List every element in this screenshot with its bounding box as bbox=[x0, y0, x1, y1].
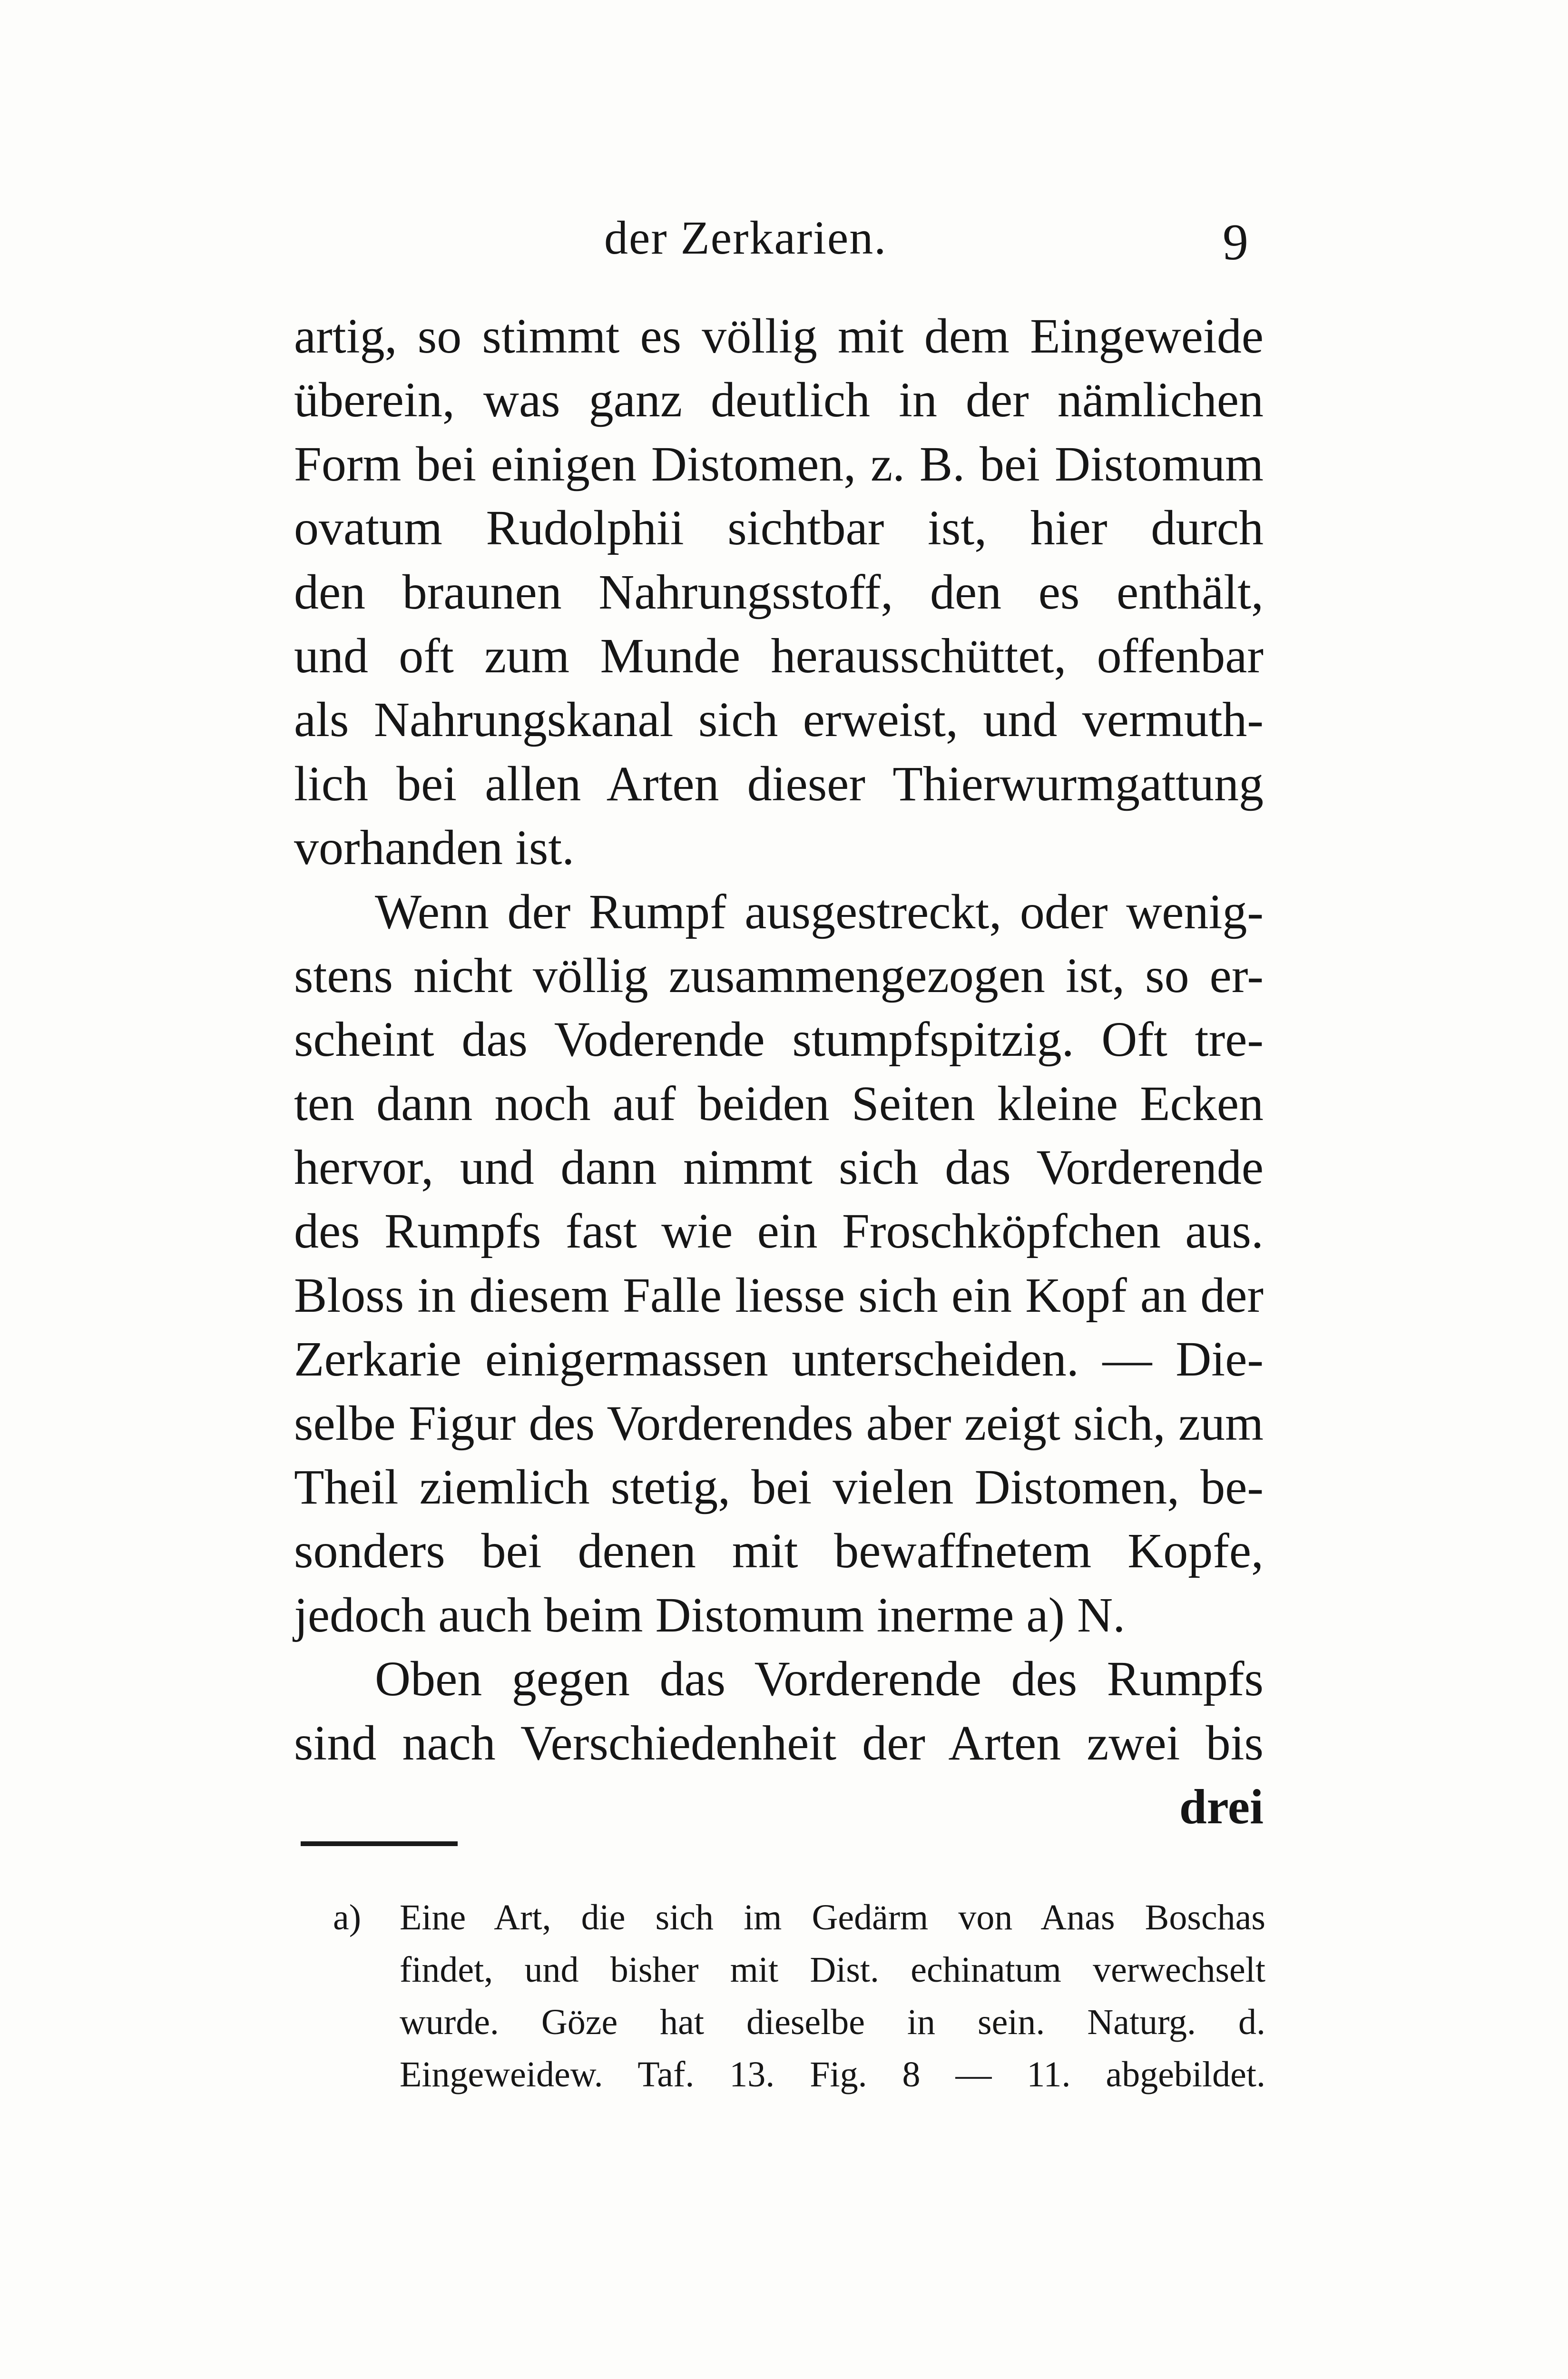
footnote bbox=[333, 1891, 1265, 2101]
text-line: als Nahrungskanal sich erweist, und vermuth- bbox=[294, 692, 1264, 747]
text-line: überein, was ganz deutlich in der nämlichen bbox=[294, 373, 1264, 428]
body-text bbox=[294, 305, 1264, 1839]
footnote-line: Eingeweidew. Taf. 13. Fig. 8 — 11. abgebildet. bbox=[400, 2055, 1265, 2094]
footnote-text: Eine Art, die sich im Gedärm von Anas Boschas bbox=[400, 1897, 1265, 1937]
text-line: ovatum Rudolphii sichtbar ist, hier durch bbox=[294, 501, 1264, 556]
text-line: Form bei einigen Distomen, z. B. bei Distomum bbox=[294, 436, 1264, 492]
footnote-rule bbox=[301, 1841, 458, 1846]
text-line: hervor, und dann nimmt sich das Vorderende bbox=[294, 1140, 1264, 1195]
page-number: 9 bbox=[1223, 214, 1248, 271]
text-line: selbe Figur des Vorderendes aber zeigt sich, zum bbox=[294, 1396, 1264, 1451]
text-line: des Rumpfs fast wie ein Froschköpfchen aus. bbox=[294, 1204, 1264, 1259]
page-header bbox=[0, 209, 1568, 271]
text-line: sind nach Verschiedenheit der Arten zwei bis bbox=[294, 1715, 1264, 1770]
text-line: stens nicht völlig zusammengezogen ist, so er- bbox=[294, 948, 1264, 1003]
footnote-line: findet, und bisher mit Dist. echinatum verwechselt bbox=[400, 1950, 1265, 1990]
text-line: Bloss in diesem Falle liesse sich ein Kopf an der bbox=[294, 1268, 1264, 1323]
paragraph-end-line: jedoch auch beim Distomum inerme a) N. bbox=[294, 1587, 1126, 1642]
text-line: Zerkarie einigermassen unterscheiden. — Die- bbox=[294, 1332, 1264, 1387]
text-line: ten dann noch auf beiden Seiten kleine Ecken bbox=[294, 1076, 1264, 1131]
text-line: den braunen Nahrungsstoff, den es enthält, bbox=[294, 564, 1264, 619]
text-line: artig, so stimmt es völlig mit dem Eingeweide bbox=[294, 309, 1264, 364]
text-line: scheint das Voderende stumpfspitzig. Oft tre- bbox=[294, 1012, 1264, 1067]
text-line: Theil ziemlich stetig, bei vielen Distomen, be- bbox=[294, 1460, 1264, 1515]
paragraph-start-line: Wenn der Rumpf ausgestreckt, oder wenig- bbox=[375, 884, 1264, 939]
catchword: drei bbox=[1179, 1779, 1264, 1834]
paragraph-start-line: Oben gegen das Vorderende des Rumpfs bbox=[375, 1652, 1264, 1707]
text-line: und oft zum Munde herausschüttet, offenbar bbox=[294, 628, 1264, 683]
footnote-line: wurde. Göze hat dieselbe in sein. Naturg. d. bbox=[400, 2002, 1265, 2042]
paragraph-end-line: vorhanden ist. bbox=[294, 820, 575, 875]
text-line: lich bei allen Arten dieser Thierwurmgattung bbox=[294, 756, 1264, 811]
running-title: der Zerkarien. bbox=[604, 211, 887, 264]
text-line: sonders bei denen mit bewaffnetem Kopfe, bbox=[294, 1524, 1264, 1579]
footnote-marker: a) bbox=[333, 1897, 362, 1937]
footnote-first-line bbox=[333, 1891, 1265, 1944]
